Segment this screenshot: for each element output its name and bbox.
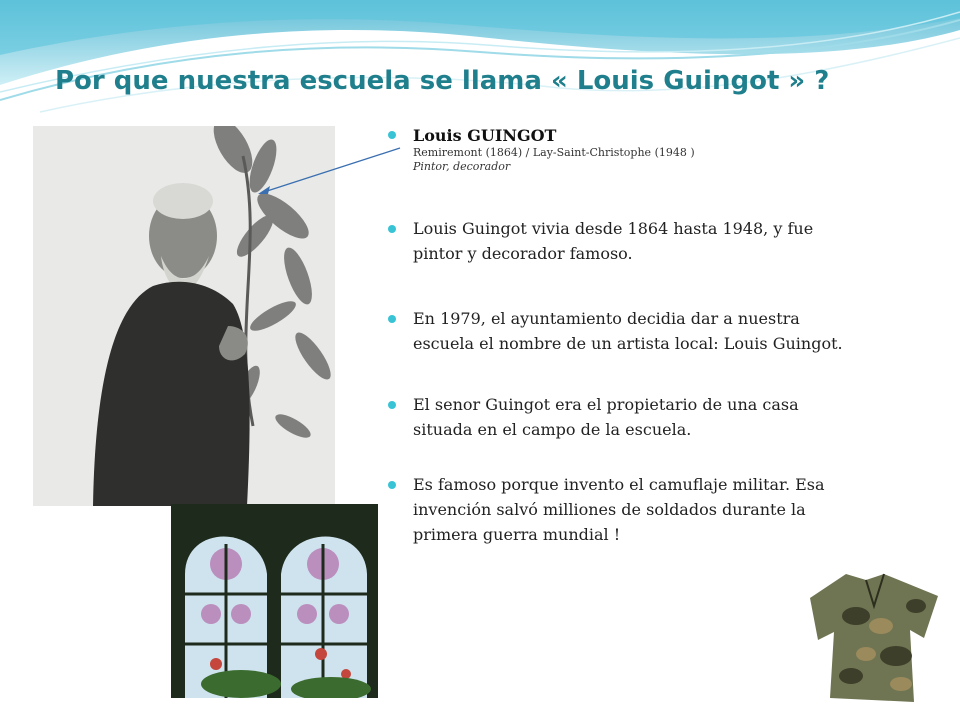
bullet-icon	[388, 315, 396, 323]
bullet-icon	[388, 131, 396, 139]
bullet-item	[384, 392, 854, 442]
page-title: Por que nuestra escuela se llama « Louis Guingot » ?	[55, 66, 830, 96]
bullet-item	[384, 472, 854, 547]
bullet-text: El senor Guingot era el propietario de una casa situada en el campo de la escuela.	[413, 395, 799, 439]
bullet-item-identity	[384, 126, 854, 174]
bullet-list	[384, 126, 854, 547]
bullet-item	[384, 216, 854, 266]
stained-glass-window-image	[171, 504, 378, 698]
person-role: Pintor, decorador	[413, 160, 511, 173]
bullet-text: Louis Guingot vivia desde 1864 hasta 1948, y fue pintor y decorador famoso.	[413, 219, 814, 263]
bullet-text: En 1979, el ayuntamiento decidia dar a nuestra escuela el nombre de un artista local: Louis Guingot.	[413, 309, 843, 353]
bullet-text: Es famoso porque invento el camuflaje militar. Esa invención salvó milliones de soldados durante la primera guerra mundial !	[413, 475, 825, 544]
person-name: Louis GUINGOT	[413, 126, 557, 145]
person-places: Remiremont (1864) / Lay-Saint-Christophe (1948 )	[413, 146, 695, 159]
bullet-item	[384, 306, 854, 356]
bullet-icon	[388, 225, 396, 233]
camouflage-shirt-image	[806, 566, 941, 706]
bullet-icon	[388, 401, 396, 409]
bullet-icon	[388, 481, 396, 489]
